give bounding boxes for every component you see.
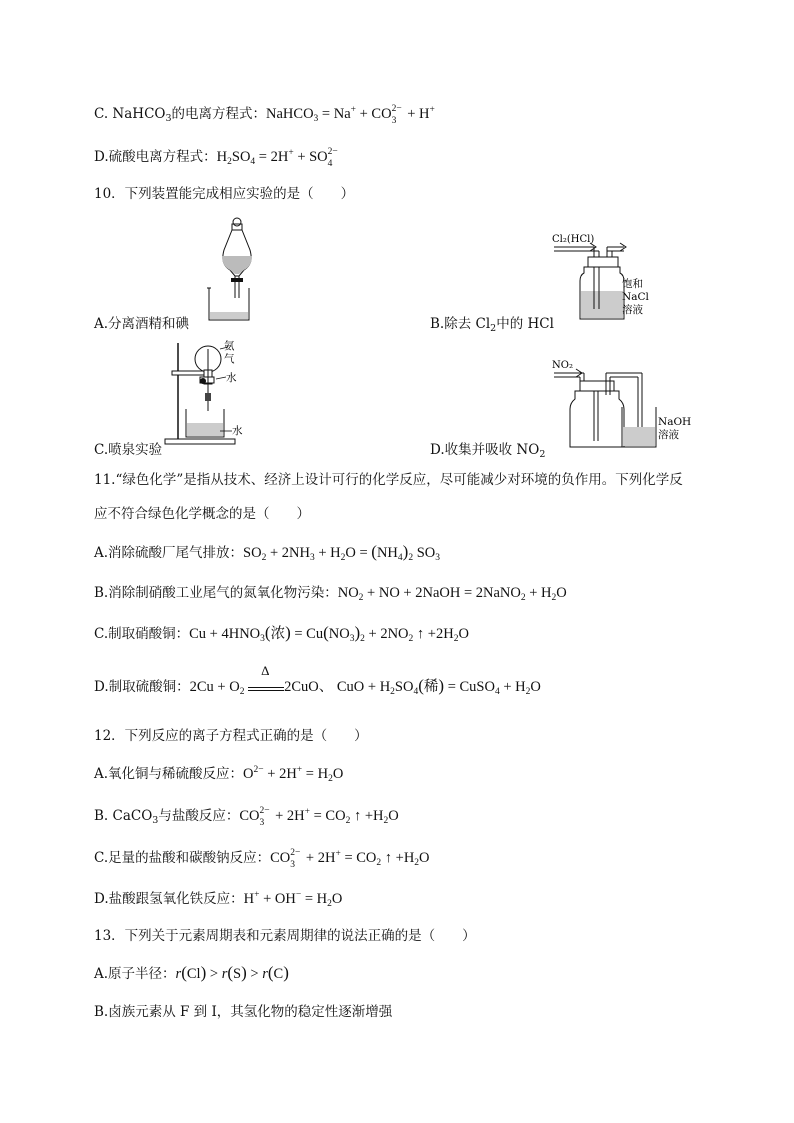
comma: 、 bbox=[318, 679, 334, 695]
q13-option-b: B.卤族元素从 F 到 I，其氢化物的稳定性逐渐增强 bbox=[94, 1004, 393, 1020]
heat-symbol: Δ bbox=[261, 663, 270, 678]
collect-absorb-diagram bbox=[550, 355, 700, 450]
q11-d-text: D.制取硫酸铜： bbox=[94, 679, 190, 695]
q13-option-a bbox=[94, 963, 289, 984]
diagram-c-water-top: 水 bbox=[226, 372, 237, 384]
q10-option-b: B.除去 $Cl_2$中的 HCl bbox=[430, 316, 554, 334]
separatory-funnel-diagram bbox=[200, 214, 270, 326]
q9-c-prefix: C. NaHCO bbox=[94, 106, 166, 122]
heating-condition bbox=[248, 663, 284, 691]
equation: CO 2− 3 + $2H^+ = CO_2$ ↑ $+H_2O$ bbox=[239, 806, 399, 828]
gas-washing-bottle-diagram bbox=[550, 229, 710, 324]
q11-c-text: C.制取硝酸铜： bbox=[94, 626, 190, 642]
diagram-c-water-bottom: 水 bbox=[232, 425, 243, 437]
q13-stem: 13．下列关于元素周期表和元素周期律的说法正确的是（ ） bbox=[94, 928, 476, 944]
equation: $H^+ + OH^- = H_2O$ bbox=[243, 890, 343, 909]
q13-a-text: A.原子半径： bbox=[94, 966, 176, 982]
q12-option-b: B. CaCO$_3$与盐酸反应：CO 2− 3 + $2H^+ = CO_2$ ↑ $+H_2O$ bbox=[94, 806, 399, 828]
q12-option-c bbox=[94, 848, 430, 868]
equation: $H_2SO_4 = 2H^+$ + SO 2− 4 bbox=[216, 147, 338, 169]
q10-b-suffix: 中的 HCl bbox=[496, 316, 554, 332]
diagram-d-gas-label: NO₂ bbox=[552, 360, 573, 371]
fountain-experiment-diagram bbox=[160, 335, 260, 450]
dilute-label: 稀 bbox=[423, 679, 439, 695]
q12-option-d bbox=[94, 889, 342, 909]
q12-stem: 12．下列反应的离子方程式正确的是（ ） bbox=[94, 728, 368, 744]
q10-stem: 10．下列装置能完成相应实验的是（ ） bbox=[94, 186, 355, 202]
q11-option-b bbox=[94, 583, 567, 603]
q10-option-a: A.分离酒精和碘 bbox=[94, 316, 190, 332]
q10-d-prefix: D.收集并吸收 NO bbox=[430, 442, 540, 458]
equation: $Cu + 4HNO_3$(浓) = $Cu(NO_3)_2 + 2NO_2$ ↑ $+2H_2O$ bbox=[189, 623, 469, 644]
diagram-c-gas-1: 氨 bbox=[224, 340, 235, 352]
diagram-b-label-2: NaCl bbox=[622, 291, 649, 303]
diagram-d-label-2: 溶液 bbox=[658, 429, 679, 441]
q12-d-text: D.盐酸跟氢氧化铁反应： bbox=[94, 891, 244, 907]
q9-option-d bbox=[94, 147, 340, 167]
equation: CO 2− 3 + $2H^+ = CO_2$ ↑ $+H_2O$ bbox=[270, 848, 430, 870]
diagram-c-gas-2: 气 bbox=[224, 353, 235, 365]
q12-b-suffix: 与盐酸反应： bbox=[158, 808, 240, 824]
q12-a-text: A.氧化铜与稀硫酸反应： bbox=[94, 766, 244, 782]
q11-option-a bbox=[94, 542, 440, 563]
q9-option-c: C. NaHCO$_3$的电离方程式：NaHCO$_3$ = Na+ + CO 2− 3 + H+ bbox=[94, 104, 435, 126]
equation: r(Cl) > r(S) > r(C) bbox=[175, 963, 289, 982]
equation: $2Cu + O_2$ Δ 2CuO、 CuO + $H_2SO_4$(稀) = CuSO$_4$ + $H_2O$ bbox=[189, 663, 541, 697]
diagram-b-gas-label: Cl₂(HCl) bbox=[552, 234, 595, 245]
equation: $SO_2 + 2NH_3 + H_2O = (NH_4)_2$ $SO_3$ bbox=[243, 542, 440, 563]
q9-c-text: 的电离方程式： bbox=[171, 106, 267, 122]
q11-a-text: A.消除硫酸厂尾气排放： bbox=[94, 545, 244, 561]
concentrated-label: 浓 bbox=[270, 626, 286, 642]
equation: $NO_2$ + NO + 2NaOH = 2NaNO$_2$ + $H_2O$ bbox=[337, 585, 567, 603]
q10-option-d: D.收集并吸收 $NO_2$ bbox=[430, 442, 546, 460]
q10-option-c: C.喷泉实验 bbox=[94, 442, 163, 458]
q12-b-prefix: B. CaCO bbox=[94, 808, 153, 824]
q12-c-text: C.足量的盐酸和碳酸钠反应： bbox=[94, 850, 271, 866]
q9-d-text: D.硫酸电离方程式： bbox=[94, 149, 217, 165]
q12-option-a bbox=[94, 764, 343, 784]
diagram-d-label-1: NaOH bbox=[658, 416, 692, 428]
q11-stem-line-1: 11.“绿色化学”是指从技术、经济上设计可行的化学反应，尽可能减少对环境的负作用。下列化学反 bbox=[94, 472, 683, 488]
q11-option-d bbox=[94, 663, 541, 697]
diagram-b-label-1: 饱和 bbox=[622, 278, 643, 290]
q10-b-prefix: B.除去 Cl bbox=[430, 316, 491, 332]
q11-option-c bbox=[94, 623, 469, 644]
q11-b-text: B.消除制硝酸工业尾气的氮氧化物污染： bbox=[94, 585, 338, 601]
diagram-b-label-3: 溶液 bbox=[622, 304, 643, 316]
equation: $O^{2-} + 2H^+ = H_2O$ bbox=[243, 765, 344, 784]
q11-stem-line-2: 应不符合绿色化学概念的是（ ） bbox=[94, 506, 310, 522]
equation: NaHCO$_3$ = Na+ + CO 2− 3 + H+ bbox=[266, 104, 435, 126]
